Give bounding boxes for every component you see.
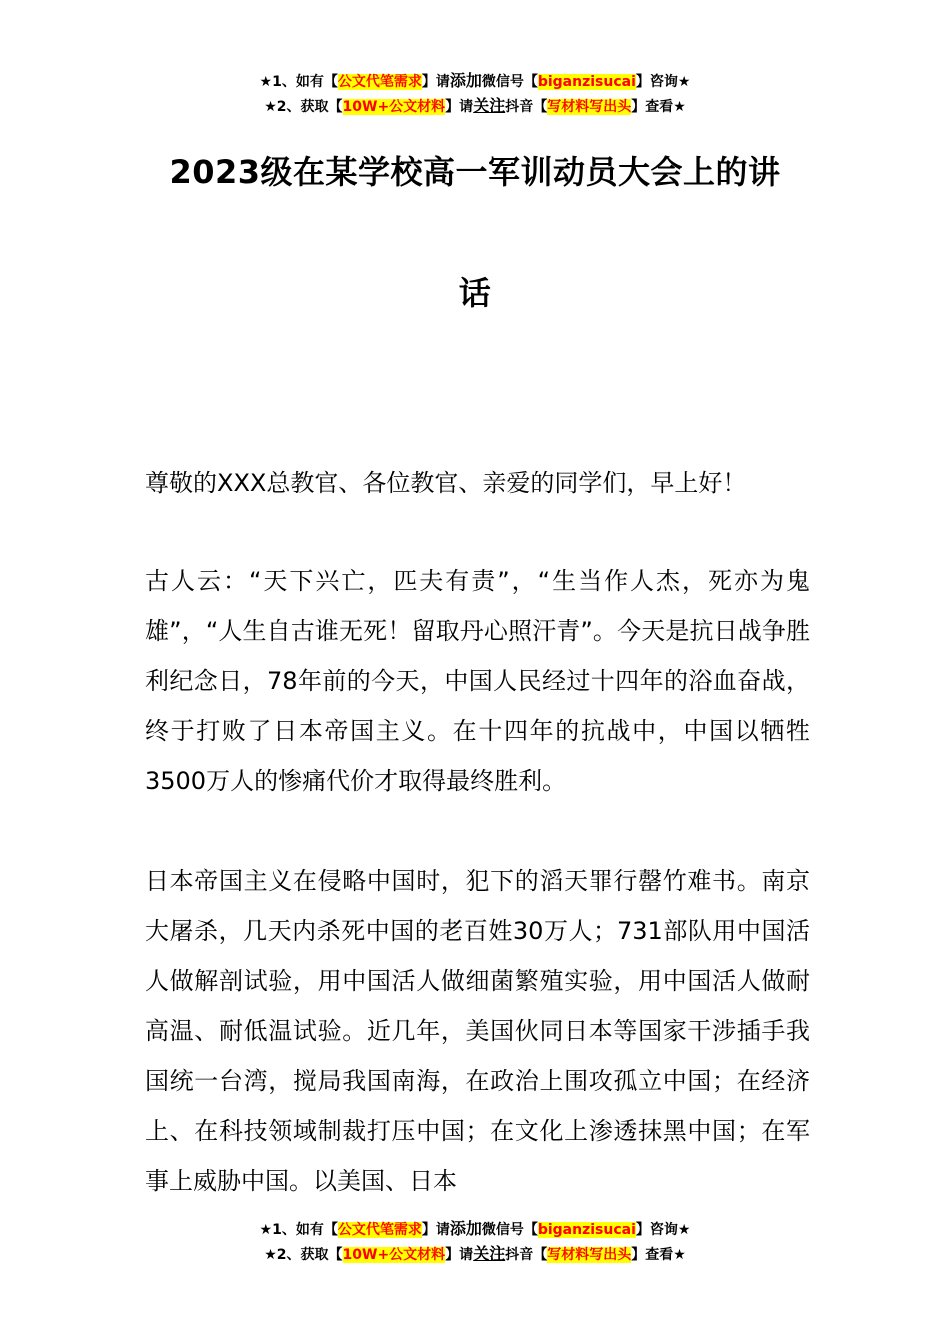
promo-text: 1、如有【 — [272, 74, 338, 90]
promo-text: 】请 — [421, 74, 450, 90]
promo-text: 】请 — [445, 99, 474, 115]
top-promo-banner — [0, 69, 950, 119]
promo-text: 】请 — [445, 1247, 474, 1263]
promo-text: 抖音【 — [505, 1247, 548, 1263]
star-icon: ★ — [677, 1222, 691, 1238]
wechat-id-highlight: biganzisucai — [537, 1222, 636, 1238]
star-icon: ★ — [677, 74, 691, 90]
body-paragraph-2: 日本帝国主义在侵略中国时，犯下的滔天罪行罄竹难书。南京大屠杀，几天内杀死中国的老百姓30万人；731部队用中国活人做解剖试验，用中国活人做细菌繁殖实验，用中国活人做耐高温、耐低温试验。近几年，美国伙同日本等国家干涉插手我国统一台湾，搅局我国南海，在政治上围攻孤立中国；在经济上、在科技领域制裁打压中国；在文化上渗透抹黑中国；在军事上威胁中国。以美国、日本 — [145, 867, 810, 1195]
document-title-line-2: 话 — [458, 274, 492, 312]
star-icon: ★ — [259, 74, 273, 90]
promo-line-1 — [0, 69, 950, 94]
promo-highlight: 10W+公文材料 — [342, 1247, 446, 1263]
promo-line-1 — [0, 1217, 950, 1242]
douyin-id-highlight: 写材料写出头 — [547, 1247, 632, 1263]
promo-text: 微信号【 — [481, 1222, 538, 1238]
promo-text: 1、如有【 — [272, 1222, 338, 1238]
promo-text: 2、获取【 — [276, 1247, 343, 1263]
promo-text: 微信号【 — [481, 74, 538, 90]
document-title-line-1: 2023级在某学校高一军训动员大会上的讲 — [169, 153, 781, 191]
promo-text: 2、获取【 — [276, 99, 343, 115]
promo-emphasis: 添加 — [449, 71, 482, 90]
promo-emphasis: 添加 — [449, 1219, 482, 1238]
promo-text: 】查看 — [631, 1247, 674, 1263]
promo-highlight: 10W+公文材料 — [342, 99, 446, 115]
bottom-promo-banner — [0, 1217, 950, 1267]
promo-line-2 — [0, 94, 950, 119]
promo-line-2 — [0, 1242, 950, 1267]
wechat-id-highlight: biganzisucai — [537, 74, 636, 90]
promo-emphasis: 关注 — [473, 96, 506, 115]
promo-emphasis: 关注 — [473, 1244, 506, 1263]
douyin-id-highlight: 写材料写出头 — [547, 99, 632, 115]
star-icon: ★ — [673, 99, 686, 115]
promo-text: 】请 — [421, 1222, 450, 1238]
body-paragraph-1: 古人云：“天下兴亡，匹夫有责”，“生当作人杰，死亦为鬼雄”，“人生自古谁无死！留取丹心照汗青”。今天是抗日战争胜利纪念日，78年前的今天，中国人民经过十四年的浴血奋战，终于打败了日本帝国主义。在十四年的抗战中，中国以牺牲3500万人的惨痛代价才取得最终胜利。 — [145, 567, 810, 795]
promo-text: 】咨询 — [635, 74, 678, 90]
greeting-paragraph: 尊敬的XXX总教官、各位教官、亲爱的同学们，早上好！ — [145, 469, 747, 497]
promo-text: 抖音【 — [505, 99, 548, 115]
star-icon: ★ — [259, 1222, 273, 1238]
promo-highlight: 公文代笔需求 — [337, 1222, 422, 1238]
promo-highlight: 公文代笔需求 — [337, 74, 422, 90]
star-icon: ★ — [264, 99, 277, 115]
star-icon: ★ — [673, 1247, 686, 1263]
promo-text: 】咨询 — [635, 1222, 678, 1238]
star-icon: ★ — [264, 1247, 277, 1263]
promo-text: 】查看 — [631, 99, 674, 115]
